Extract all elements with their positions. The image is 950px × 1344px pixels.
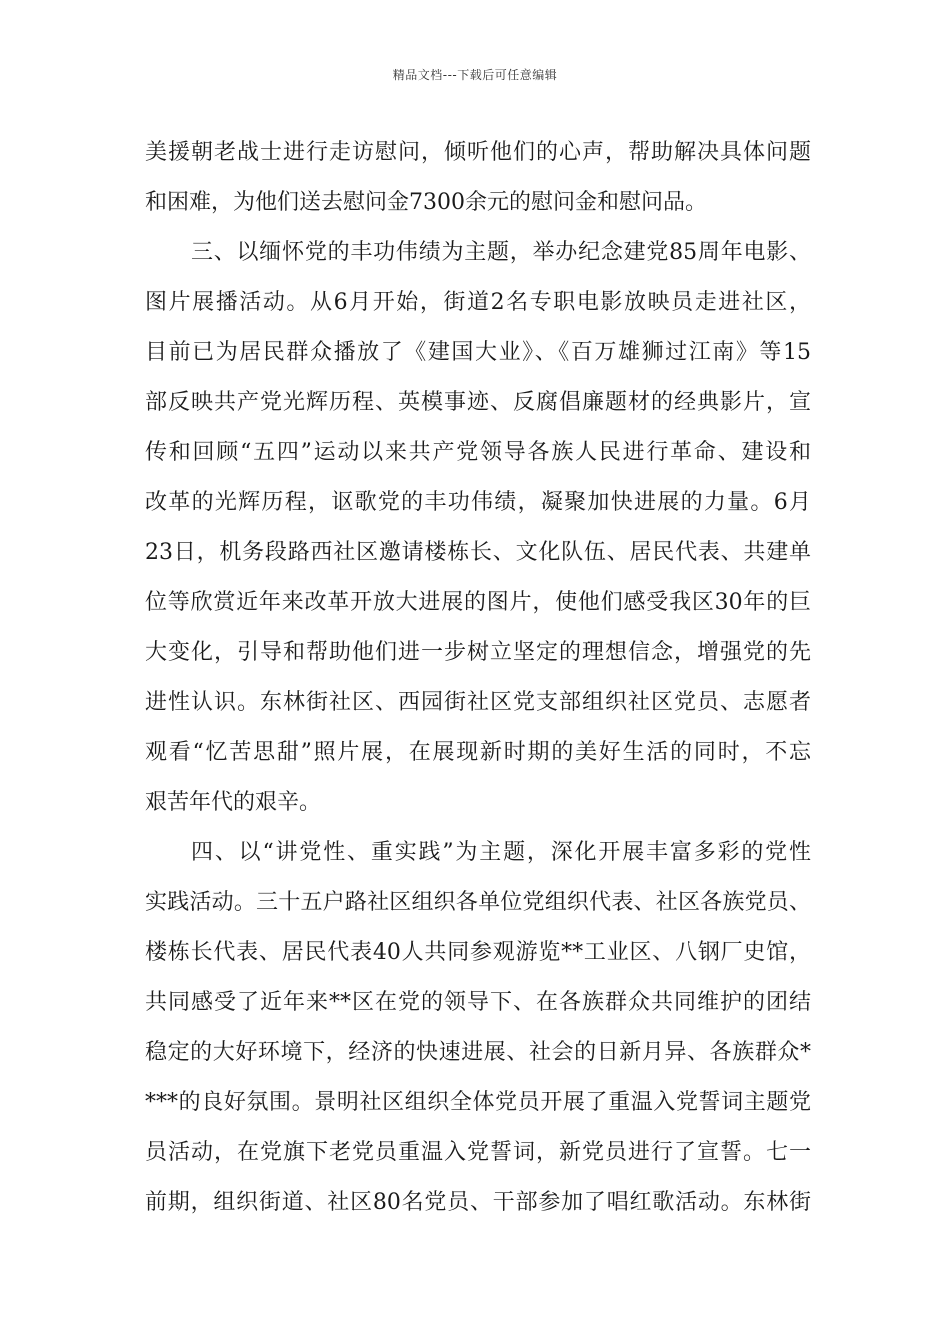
text-line: 图片展播活动。从6月开始，街道2名专职电影放映员走进社区，: [145, 290, 811, 315]
page-header: 精品文档---下载后可任意编辑: [392, 68, 558, 82]
text-line: 进性认识。东林街社区、西园街社区党支部组织社区党员、志愿者: [145, 690, 811, 715]
text-line: 楼栋长代表、居民代表40人共同参观游览**工业区、八钢厂史馆，: [145, 940, 811, 965]
text-line: 位等欣赏近年来改革开放大进展的图片，使他们感受我区30年的巨: [145, 590, 811, 615]
text-line: 共同感受了近年来**区在党的领导下、在各族群众共同维护的团结: [145, 990, 811, 1015]
text-line: 部反映共产党光辉历程、英模事迹、反腐倡廉题材的经典影片，宣: [145, 390, 811, 415]
text-line: 艰苦年代的艰辛。: [145, 790, 322, 815]
text-line: 四、以“讲党性、重实践”为主题，深化开展丰富多彩的党性: [191, 840, 811, 865]
text-line: 稳定的大好环境下，经济的快速进展、社会的日新月异、各族群众*: [145, 1040, 811, 1065]
text-line: 和困难，为他们送去慰问金7300余元的慰问金和慰问品。: [145, 190, 707, 215]
text-line: 实践活动。三十五户路社区组织各单位党组织代表、社区各族党员、: [145, 890, 811, 915]
text-line: 目前已为居民群众播放了《建国大业》、《百万雄狮过江南》等15: [145, 340, 811, 365]
text-line: 改革的光辉历程，讴歌党的丰功伟绩，凝聚加快进展的力量。6月: [145, 490, 811, 515]
document-body: [145, 128, 811, 1228]
text-line: 传和回顾“五四”运动以来共产党领导各族人民进行革命、建设和: [145, 440, 811, 465]
text-line: 前期，组织街道、社区80名党员、干部参加了唱红歌活动。东林街: [145, 1190, 811, 1215]
text-line: 观看“忆苦思甜”照片展，在展现新时期的美好生活的同时，不忘: [145, 740, 811, 765]
text-line: ***的良好氛围。景明社区组织全体党员开展了重温入党誓词主题党: [145, 1090, 811, 1115]
text-line: 大变化，引导和帮助他们进一步树立坚定的理想信念，增强党的先: [145, 640, 811, 665]
text-line: 三、以缅怀党的丰功伟绩为主题，举办纪念建党85周年电影、: [191, 240, 811, 265]
text-line: 美援朝老战士进行走访慰问，倾听他们的心声，帮助解决具体问题: [145, 140, 811, 165]
text-line: 员活动，在党旗下老党员重温入党誓词，新党员进行了宣誓。七一: [145, 1140, 811, 1165]
text-line: 23日，机务段路西社区邀请楼栋长、文化队伍、居民代表、共建单: [145, 540, 811, 565]
